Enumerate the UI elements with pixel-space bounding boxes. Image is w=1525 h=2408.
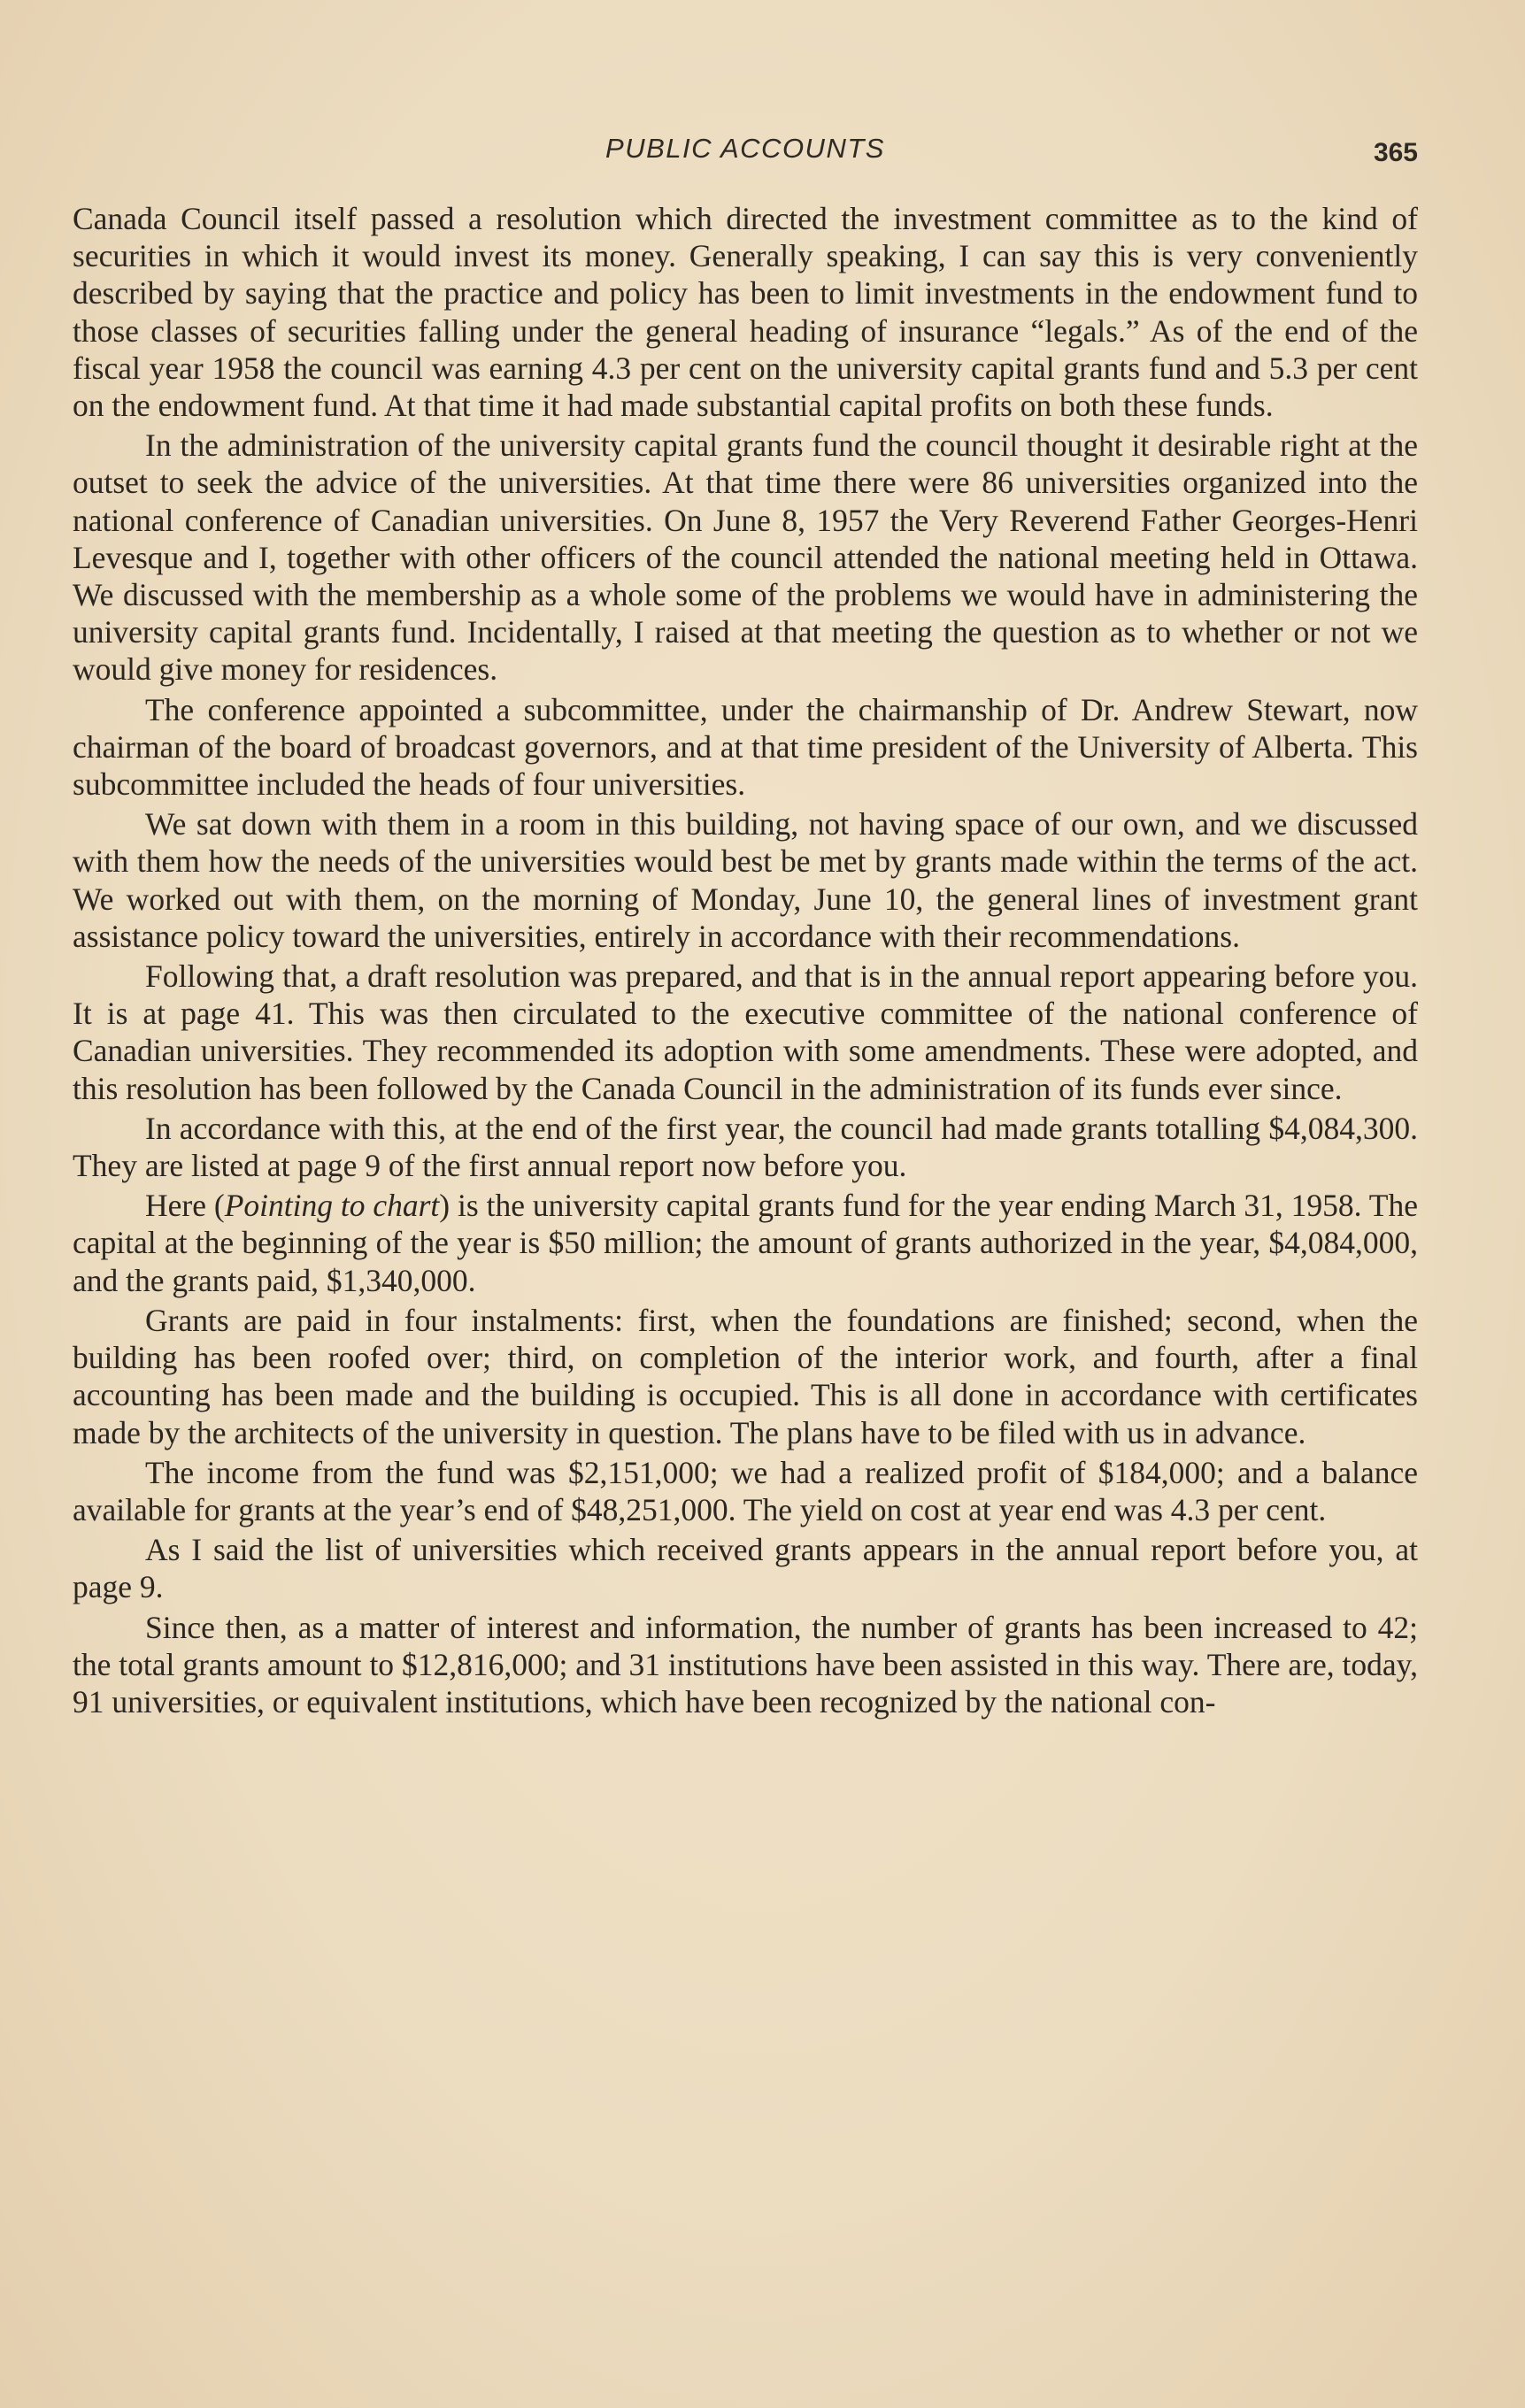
paragraph: Following that, a draft resolution was prepared, and that is in the annual report appearing before you. It is at page 41. This was then circulated to the executive committee of the national conference of Canadian universities. They recommended its adoption with some amendments. These were adopted, and this resolution has been followed by the Canada Council in the administration of its funds ever since. bbox=[73, 958, 1418, 1106]
paragraph-text: ) is the university capital grants fund for the year ending March 31, 1958. The capital at the beginning of the year is $50 million; the amount of grants authorized in the year, $4,084,000, and the grants paid, $1,340,000. bbox=[73, 1188, 1418, 1298]
paragraph-text: Here ( bbox=[145, 1188, 225, 1224]
page-number: 365 bbox=[1373, 138, 1418, 167]
paragraph: In accordance with this, at the end of the first year, the council had made grants totalling $4,084,300. They are listed at page 9 of the first annual report now before you. bbox=[73, 1110, 1418, 1184]
page-header bbox=[73, 133, 1418, 177]
stage-direction: Pointing to chart bbox=[224, 1188, 440, 1224]
paragraph: Canada Council itself passed a resolution which directed the investment committee as to the kind of securities in which it would invest its money. Generally speaking, I can say this is very conveniently described by saying that the practice and policy has been to limit investments in the endowment fund to those classes of securities falling under the general heading of insurance “legals.” As of the end of the fiscal year 1958 the council was earning 4.3 per cent on the university capital grants fund and 5.3 per cent on the endowment fund. At that time it had made substantial capital profits on both these funds. bbox=[73, 201, 1418, 424]
paragraph: In the administration of the university capital grants fund the council thought it desirable right at the outset to seek the advice of the universities. At that time there were 86 universities organized into the national conference of Canadian universities. On June 8, 1957 the Very Reverend Father Georges-Henri Levesque and I, together with other officers of the council attended the national meeting held in Ottawa. We discussed with the membership as a whole some of the problems we would have in administering the university capital grants fund. Incidentally, I raised at that meeting the question as to whether or not we would give money for residences. bbox=[73, 427, 1418, 688]
paragraph: The conference appointed a subcommittee, under the chairmanship of Dr. Andrew Stewart, now chairman of the board of broadcast governors, and at that time president of the University of Alberta. This subcommittee included the heads of four universities. bbox=[73, 691, 1418, 803]
paragraph: We sat down with them in a room in this building, not having space of our own, and we discussed with them how the needs of the universities would best be met by grants made within the terms of the act. We worked out with them, on the morning of Monday, June 10, the general lines of investment grant assistance policy toward the universities, entirely in accordance with their recommendations. bbox=[73, 806, 1418, 954]
paragraph: Grants are paid in four instalments: first, when the foundations are finished; second, when the building has been roofed over; third, on completion of the interior work, and fourth, after a final accounting has been made and the building is occupied. This is all done in accordance with certificates made by the architects of the university in question. The plans have to be filed with us in advance. bbox=[73, 1302, 1418, 1450]
paragraph: Since then, as a matter of interest and information, the number of grants has been increased to 42; the total grants amount to $12,816,000; and 31 institutions have been assisted in this way. There are, today, 91 universities, or equivalent institutions, which have been recognized by the national con- bbox=[73, 1609, 1418, 1719]
paragraph bbox=[73, 1187, 1418, 1299]
paragraph: The income from the fund was $2,151,000; we had a realized profit of $184,000; and a balance available for grants at the year’s end of $48,251,000. The yield on cost at year end was 4.3 per cent. bbox=[73, 1454, 1418, 1527]
running-head: PUBLIC ACCOUNTS bbox=[605, 133, 885, 164]
paragraph: As I said the list of universities which received grants appears in the annual report before you, at page 9. bbox=[73, 1532, 1418, 1605]
body-text bbox=[73, 200, 1418, 1723]
